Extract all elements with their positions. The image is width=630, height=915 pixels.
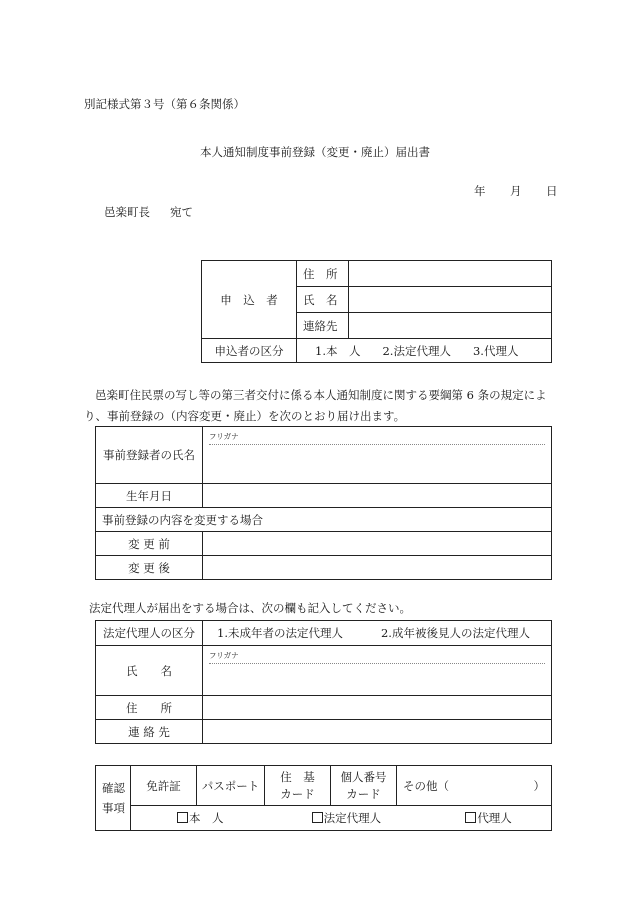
- confirm-license[interactable]: 免許証: [131, 766, 197, 806]
- addressee: 邑楽町長: [104, 205, 150, 219]
- confirmation-table: [95, 765, 552, 831]
- legal-representative-table: [95, 620, 552, 744]
- legal-category-label: 法定代理人の区分: [96, 621, 203, 646]
- after-change-field[interactable]: [203, 556, 552, 580]
- checkbox-legal-icon[interactable]: [312, 812, 323, 823]
- confirmation-label: [96, 766, 131, 831]
- legal-furigana-label: フリガナ: [209, 650, 545, 664]
- confirm-mynumber-card[interactable]: [331, 766, 397, 806]
- applicant-group-label: 申 込 者: [202, 261, 297, 339]
- confirmation-label-line1: 確認: [102, 781, 125, 795]
- legal-category-ward[interactable]: 2.成年被後見人の法定代理人: [380, 626, 530, 640]
- before-change-label: 変 更 前: [96, 532, 203, 556]
- after-change-label: 変 更 後: [96, 556, 203, 580]
- furigana-label: フリガナ: [209, 431, 545, 445]
- applicant-category-label: 申込者の区分: [202, 339, 297, 363]
- change-heading: 事前登録の内容を変更する場合: [96, 508, 552, 532]
- check-agent-label: 代理人: [477, 811, 512, 825]
- confirm-mynumber-line2: カード: [346, 786, 381, 801]
- applicant-contact-field[interactable]: [349, 313, 552, 339]
- applicant-category-legal[interactable]: 2.法定代理人: [382, 343, 451, 358]
- confirmation-label-line2: 事項: [102, 801, 125, 815]
- date-month-label: 月: [510, 184, 522, 198]
- addressee-suffix: 宛て: [170, 205, 193, 219]
- before-change-field[interactable]: [203, 532, 552, 556]
- legal-category-options[interactable]: [203, 621, 552, 646]
- confirm-juki-card[interactable]: [265, 766, 331, 806]
- legal-contact-field[interactable]: [203, 720, 552, 744]
- date-day-label: 日: [546, 184, 558, 198]
- confirm-mynumber-line1: 個人番号: [340, 769, 387, 784]
- legal-note: 法定代理人が届出をする場合は、次の欄も記入してください。: [89, 601, 411, 615]
- legal-contact-label: 連 絡 先: [96, 720, 203, 744]
- applicant-category-self[interactable]: 1.本 人: [315, 343, 361, 358]
- applicant-category-options[interactable]: [297, 339, 552, 363]
- intro-paragraph: 邑楽町住民票の写し等の第三者交付に係る本人通知制度に関する要綱第 6 条の規定により、事前登録の（内容変更・廃止）を次のとおり届け出ます。: [84, 388, 547, 423]
- applicant-name-label: 氏 名: [297, 287, 349, 313]
- check-self[interactable]: [131, 810, 308, 826]
- checkbox-self-icon[interactable]: [177, 812, 188, 823]
- check-legal[interactable]: [312, 810, 462, 826]
- checkbox-agent-icon[interactable]: [465, 812, 476, 823]
- confirm-other-close: ）: [533, 778, 545, 793]
- applicant-contact-label: 連絡先: [297, 313, 349, 339]
- confirm-other-label: その他（: [403, 778, 449, 793]
- form-number: 別記様式第３号（第６条関係）: [84, 97, 245, 111]
- applicant-name-field[interactable]: [349, 287, 552, 313]
- applicant-address-field[interactable]: [349, 261, 552, 287]
- registrant-table: [95, 426, 552, 580]
- confirm-other[interactable]: [397, 766, 552, 806]
- confirm-passport[interactable]: パスポート: [197, 766, 265, 806]
- legal-address-label: 住 所: [96, 696, 203, 720]
- birthdate-field[interactable]: [203, 484, 552, 508]
- confirm-checkbox-row: [131, 806, 552, 831]
- legal-address-field[interactable]: [203, 696, 552, 720]
- applicant-address-label: 住 所: [297, 261, 349, 287]
- legal-name-field[interactable]: [203, 646, 552, 696]
- applicant-table: [201, 260, 552, 363]
- date-year-label: 年: [474, 184, 486, 198]
- legal-name-label: 氏 名: [96, 646, 203, 696]
- document-title: 本人通知制度事前登録（変更・廃止）届出書: [200, 145, 430, 159]
- legal-category-minor[interactable]: 1.未成年者の法定代理人: [217, 626, 343, 640]
- confirm-juki-line2: カード: [280, 786, 315, 801]
- registrant-name-field[interactable]: [203, 427, 552, 484]
- check-legal-label: 法定代理人: [323, 811, 382, 825]
- check-agent[interactable]: [465, 810, 512, 826]
- birthdate-label: 生年月日: [96, 484, 203, 508]
- applicant-category-agent[interactable]: 3.代理人: [472, 343, 519, 358]
- check-self-label: 本 人: [189, 811, 224, 825]
- confirm-juki-line1: 住 基: [280, 769, 315, 784]
- registrant-name-label: 事前登録者の氏名: [96, 427, 203, 484]
